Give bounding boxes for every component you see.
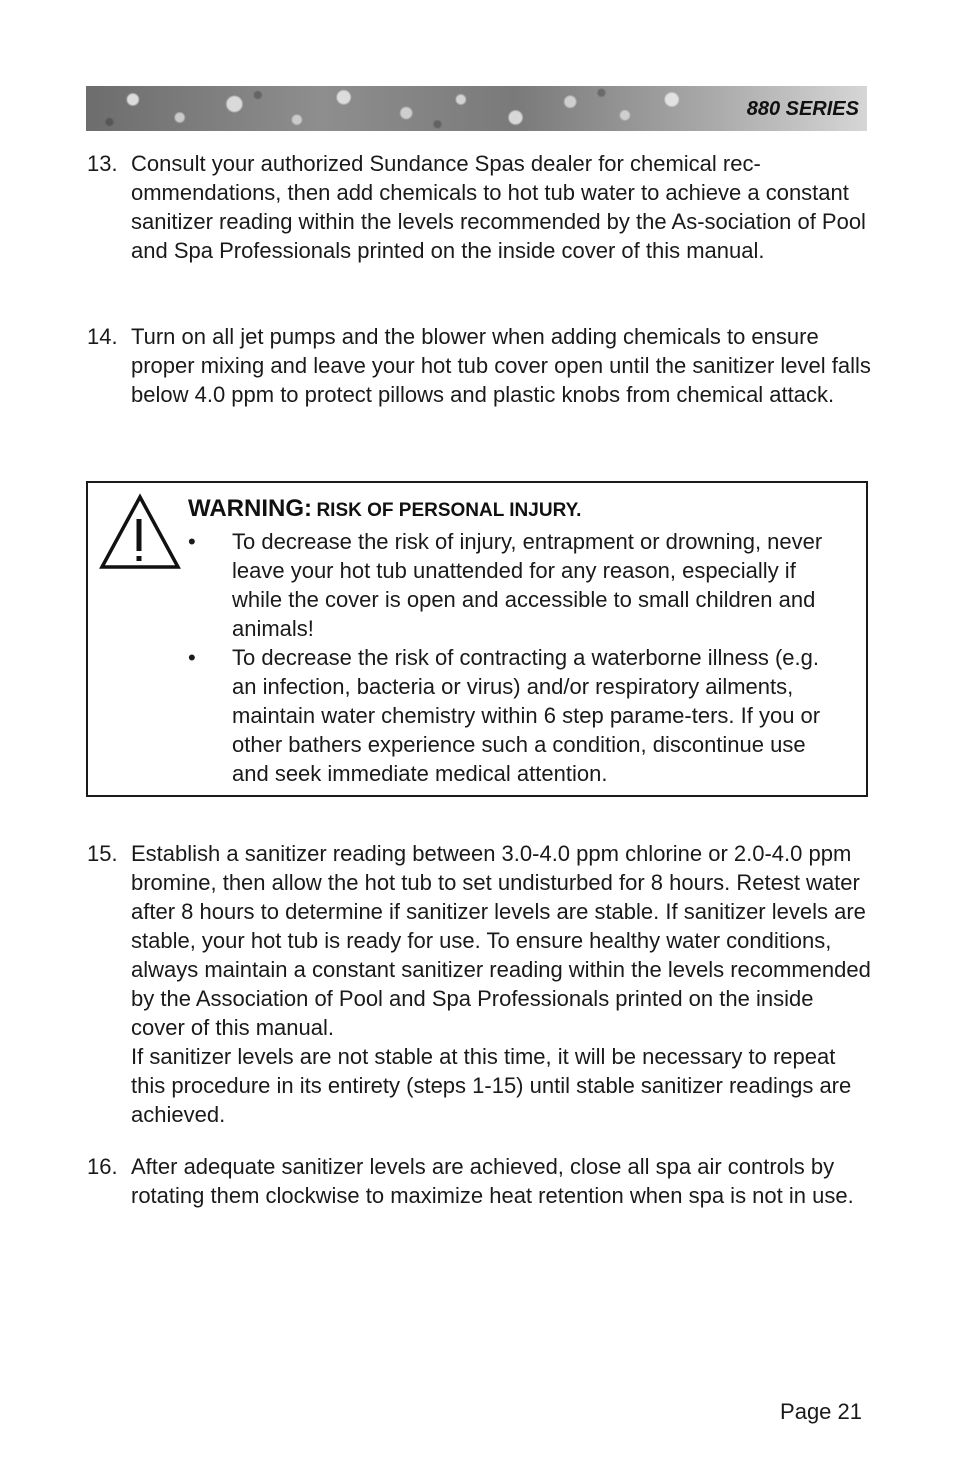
step-text: Establish a sanitizer reading between 3.0-4.0 ppm chlorine or 2.0-4.0 ppm bromine, then allow the hot tub to set undisturbed for 8 hours. Retest water after 8 hours to determine if sanitizer levels are stable. If sanitizer levels are stable, your hot tub is ready for use. To ensure healthy water conditions, always maintain a constant sanitizer reading within the levels recommended by the Association of Pool and Spa Professionals printed on the inside cover of this manual.	[131, 841, 871, 1040]
warning-box	[86, 481, 868, 797]
warning-bullets	[188, 527, 838, 788]
bullet-marker: •	[188, 645, 196, 670]
step-16	[87, 1152, 872, 1210]
warning-bullet	[188, 527, 838, 643]
step-number: 16.	[87, 1154, 118, 1179]
step-number: 13.	[87, 151, 118, 176]
warning-triangle-icon	[98, 493, 182, 571]
header-banner	[86, 86, 867, 131]
warning-bullet	[188, 643, 838, 788]
step-13	[87, 149, 872, 265]
step-14	[87, 322, 872, 409]
step-number: 14.	[87, 324, 118, 349]
warning-label: WARNING:	[188, 495, 312, 522]
step-number: 15.	[87, 841, 118, 866]
bullet-text: To decrease the risk of injury, entrapment or drowning, never leave your hot tub unattended for any reason, especially if while the cover is open and accessible to small children and animals!	[232, 529, 823, 641]
warning-title	[188, 495, 581, 523]
warning-subtitle: RISK OF PERSONAL INJURY.	[316, 500, 582, 521]
series-label: 880 SERIES	[746, 98, 859, 120]
bullet-marker: •	[188, 529, 196, 554]
step-text: Consult your authorized Sundance Spas dealer for chemical rec-ommendations, then add chemicals to hot tub water to achieve a constant sanitizer reading within the levels recommended by the As-sociation of Pool and Spa Professionals printed on the inside cover of this manual.	[131, 151, 866, 263]
step-text: After adequate sanitizer levels are achieved, close all spa air controls by rotating them clockwise to maximize heat retention when spa is not in use.	[131, 1154, 854, 1208]
step-text-continued: If sanitizer levels are not stable at this time, it will be necessary to repeat this procedure in its entirety (steps 1-15) until stable sanitizer readings are achieved.	[131, 1044, 852, 1127]
step-15	[87, 839, 872, 1129]
step-text: Turn on all jet pumps and the blower when adding chemicals to ensure proper mixing and leave your hot tub cover open until the sanitizer level falls below 4.0 ppm to protect pillows and plastic knobs from chemical attack.	[131, 324, 871, 407]
page-number: Page 21	[780, 1399, 862, 1424]
bullet-text: To decrease the risk of contracting a waterborne illness (e.g. an infection, bacteria or virus) and/or respiratory ailments, maintain water chemistry within 6 step parame-ters. If you or other bathers experience such a condition, discontinue use and seek immediate medical attention.	[232, 645, 821, 786]
